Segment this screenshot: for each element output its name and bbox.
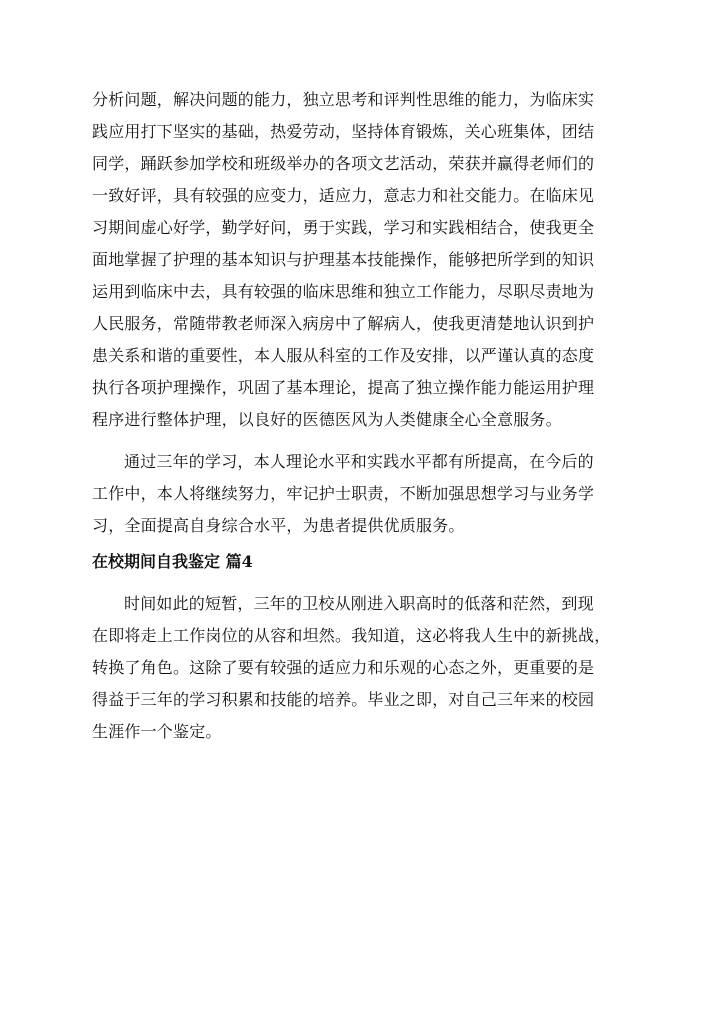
text-line: 运用到临床中去，具有较强的临床思维和独立工作能力，尽职尽责地为 <box>92 282 595 301</box>
paragraph-3 <box>92 588 636 748</box>
text-line: 同学，踊跃参加学校和班级举办的各项文艺活动，荣获并赢得老师们的 <box>92 154 595 173</box>
text-line: 得益于三年的学习积累和技能的培养。毕业之即，对自己三年来的校园 <box>92 690 595 709</box>
text-line: 践应用打下坚实的基础，热爱劳动，坚持体育锻炼，关心班集体，团结 <box>92 122 595 141</box>
text-line: 转换了角色。这除了要有较强的适应力和乐观的心态之外，更重要的是 <box>92 658 595 677</box>
text-line: 患关系和谐的重要性，本人服从科室的工作及安排，以严谨认真的态度 <box>92 346 595 365</box>
text-line: 时间如此的短暂，三年的卫校从刚进入职高时的低落和茫然，到现 <box>124 594 594 613</box>
paragraph-1 <box>92 84 636 436</box>
text-line: 人民服务，常随带教老师深入病房中了解病人，使我更清楚地认识到护 <box>92 314 595 333</box>
paragraph-2 <box>92 446 636 542</box>
text-line: 习期间虚心好学，勤学好问，勇于实践，学习和实践相结合，使我更全 <box>92 218 595 237</box>
text-line: 一致好评，具有较强的应变力，适应力，意志力和社交能力。在临床见 <box>92 186 595 205</box>
text-line: 习，全面提高自身综合水平，为患者提供优质服务。 <box>92 516 465 535</box>
text-line: 在即将走上工作岗位的从容和坦然。我知道，这必将我人生中的新挑战， <box>92 626 611 645</box>
text-line: 分析问题，解决问题的能力，独立思考和评判性思维的能力，为临床实 <box>92 90 595 109</box>
document-body <box>92 84 636 748</box>
text-line: 生涯作一个鉴定。 <box>92 722 222 741</box>
text-line: 执行各项护理操作，巩固了基本理论，提高了独立操作能力能运用护理 <box>92 378 595 397</box>
paragraph-spacer <box>92 436 636 446</box>
text-line: 通过三年的学习，本人理论水平和实践水平都有所提高，在今后的 <box>124 452 594 471</box>
text-line: 工作中，本人将继续努力，牢记护士职责，不断加强思想学习与业务学 <box>92 484 595 503</box>
text-line: 面地掌握了护理的基本知识与护理基本技能操作，能够把所学到的知识 <box>92 250 595 269</box>
text-line: 程序进行整体护理，以良好的医德医风为人类健康全心全意服务。 <box>92 410 562 429</box>
section-heading: 在校期间自我鉴定 篇4 <box>92 552 253 571</box>
